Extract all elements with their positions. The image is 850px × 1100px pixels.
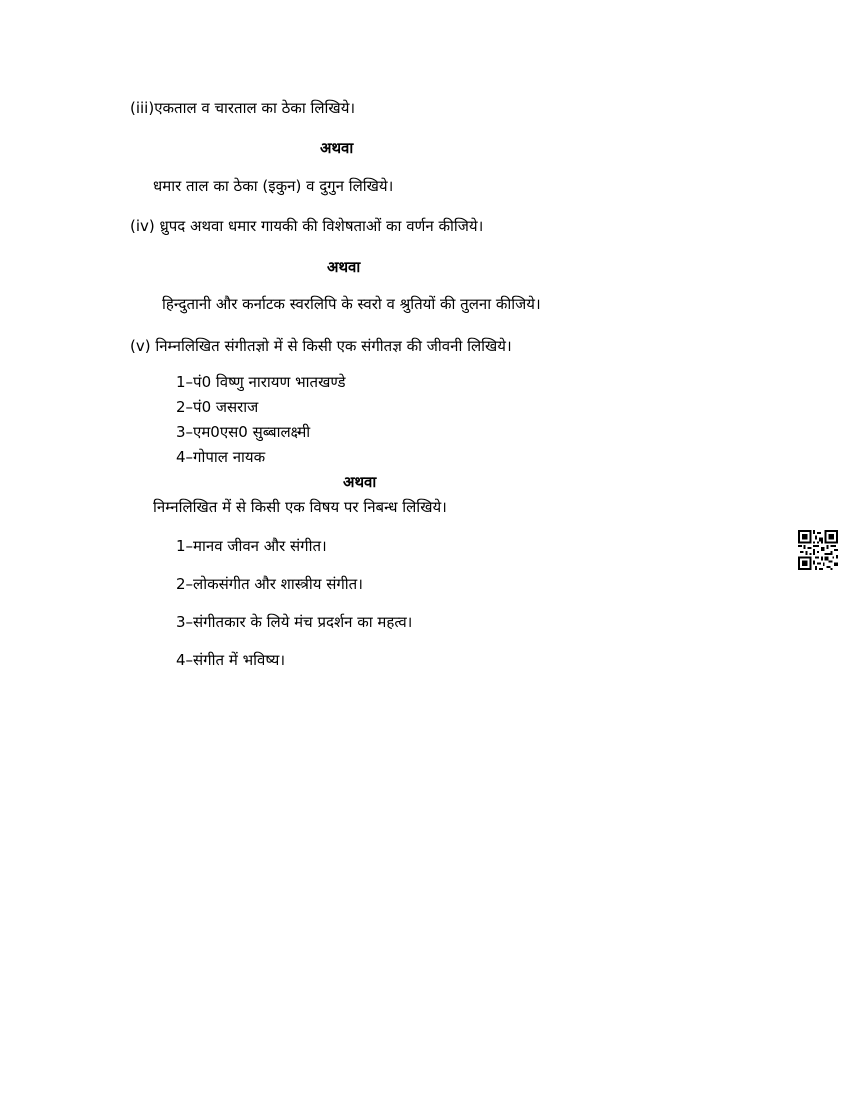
question-iii-text: (iii)एकताल व चारताल का ठेका लिखिये। [130, 99, 356, 117]
list-item: 2–पं0 जसराज [176, 398, 259, 416]
question-iv-alt-text: हिन्दुतानी और कर्नाटक स्वरलिपि के स्वरो व श्रुतियों की तुलना कीजिये। [162, 295, 541, 313]
qr-code-icon [798, 530, 838, 570]
list-item: 2–लोकसंगीत और शास्त्रीय संगीत। [176, 575, 363, 593]
list-item: 3–संगीतकार के लिये मंच प्रदर्शन का महत्व। [176, 613, 413, 631]
list-item: 3–एम0एस0 सुब्बालक्ष्मी [176, 423, 311, 441]
question-iii-alt-text: धमार ताल का ठेका (इकुन) व दुगुन लिखिये। [153, 177, 394, 195]
list-item: 4–गोपाल नायक [176, 448, 266, 466]
or-label: अथवा [320, 139, 354, 157]
list-item: 4–संगीत में भविष्य। [176, 651, 286, 669]
question-v-text: (v) निम्नलिखित संगीतज्ञो में से किसी एक संगीतज्ञ की जीवनी लिखिये। [130, 337, 512, 355]
question-v-alt-text: निम्नलिखित में से किसी एक विषय पर निबन्ध लिखिये। [153, 498, 447, 516]
list-item: 1–मानव जीवन और संगीत। [176, 537, 327, 555]
or-label: अथवा [343, 473, 377, 491]
question-iv-text: (iv) ध्रुपद अथवा धमार गायकी की विशेषताओं का वर्णन कीजिये। [130, 217, 484, 235]
or-label: अथवा [327, 258, 361, 276]
list-item: 1–पं0 विष्णु नारायण भातखण्डे [176, 373, 346, 391]
